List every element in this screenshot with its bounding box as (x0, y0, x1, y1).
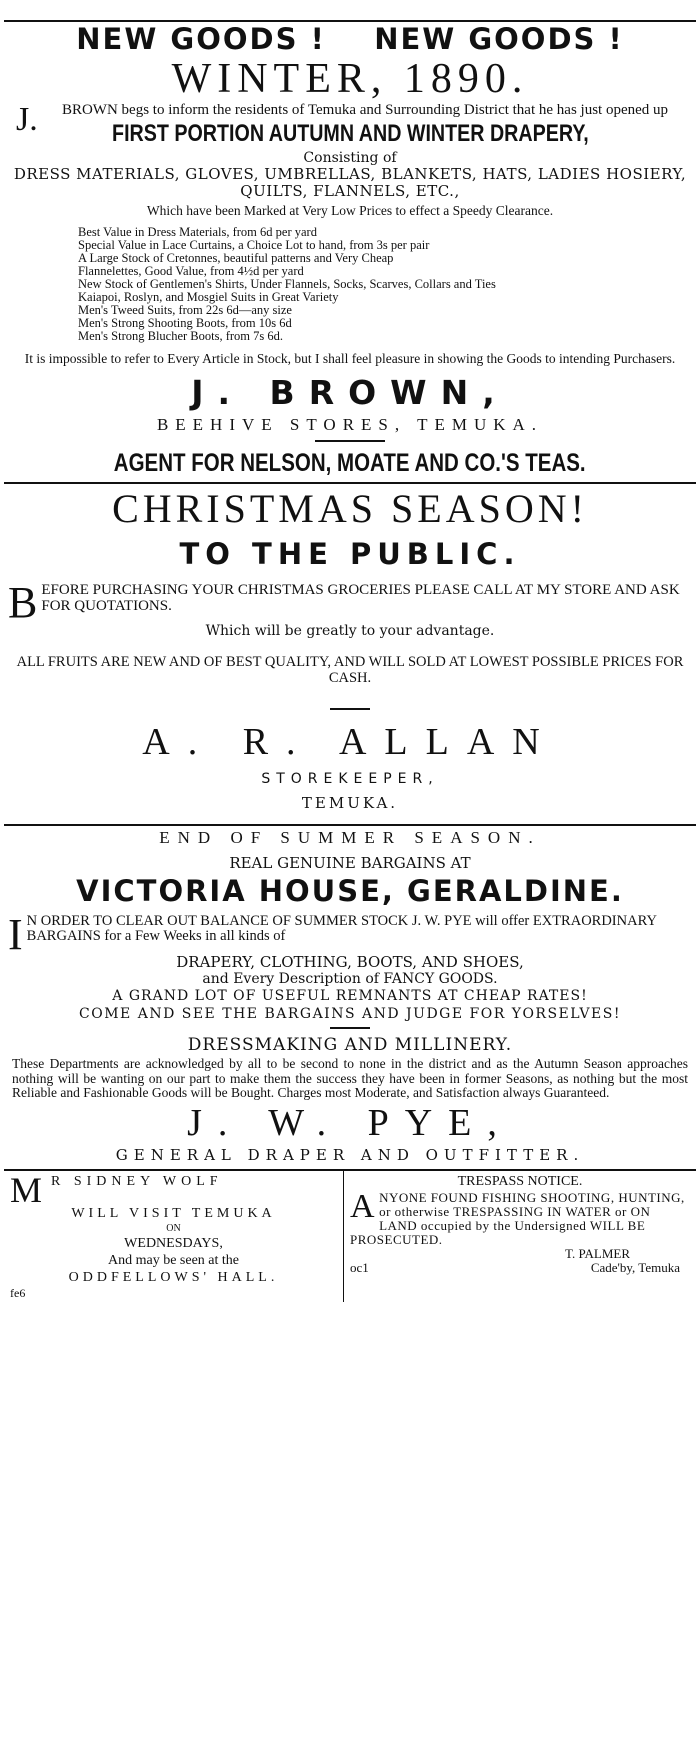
ad1-consisting: Consisting of (303, 150, 397, 166)
list-item: Men's Tweed Suits, from 22s 6d—any size (78, 303, 292, 317)
ad5-text: NYONE FOUND FISHING SHOOTING, HUNTING, or otherwise TRESPASSING IN WATER or ON LAND occupied by the Undersigned WILL BE PROSECUTED. (350, 1189, 685, 1247)
ad2-subhead: TO THE PUBLIC. (179, 537, 521, 571)
ad4-hall: ODDFELLOWS' HALL. (68, 1269, 279, 1285)
brown-advertisement (0, 22, 700, 480)
ad5-footer (350, 1261, 690, 1275)
ad1-materials: DRESS MATERIALS, GLOVES, UMBRELLAS, BLANKETS, HATS, LADIES HOSIERY, QUILTS, FLANNELS, ETC., (13, 165, 687, 200)
ad1-store: BEEHIVE STORES, TEMUKA. (156, 415, 544, 434)
ad3-body: These Departments are acknowledged by all to be second to none in the district and as the Autumn Season approaches nothing will be wanting on our part to make them the success they have been in former Seasons, as nothing but the most Reliable and Fashionable Goods will be Bought. Charges most Moderate, and Satisfaction always Guaranteed. (12, 1056, 688, 1100)
ad4-dropcap: M (10, 1169, 48, 1210)
ad3-name: J. W. PYE, (187, 1101, 513, 1144)
trespass-notice (344, 1171, 696, 1302)
ad2-town: TEMUKA. (301, 794, 399, 812)
list-item: Best Value in Dress Materials, from 6d per yard (78, 225, 317, 239)
ad5-name: T. PALMER (564, 1245, 630, 1261)
wolf-advertisement (4, 1171, 344, 1302)
list-item: New Stock of Gentlemen's Shirts, Under Flannels, Socks, Scarves, Collars and Ties (78, 277, 496, 291)
ad4-seen: And may be seen at the (107, 1252, 239, 1268)
ad2-name: A. R. ALLAN (142, 721, 558, 763)
ad3-real: REAL GENUINE BARGAINS AT (229, 854, 471, 872)
bottom-notices (4, 1169, 696, 1302)
list-item: A Large Stock of Cretonnes, beautiful patterns and Very Cheap (78, 251, 394, 265)
ad1-name: J. BROWN, (191, 373, 509, 412)
ad4-line2: WILL VISIT TEMUKA (71, 1205, 276, 1221)
ad3-title: GENERAL DRAPER AND OUTFITTER. (115, 1145, 585, 1164)
ad1-intro-text: BROWN begs to inform the residents of Temuka and Surrounding District that he has just opened up (61, 102, 669, 118)
ad1-item-list (78, 226, 692, 343)
ad2-intro: EFORE PURCHASING YOUR CHRISTMAS GROCERIES PLEASE CALL AT MY STORE AND ASK FOR QUOTATIONS. (41, 582, 680, 614)
ad5-place: Cade'by, Temuka (590, 1259, 680, 1275)
ad4-on: ON (166, 1222, 181, 1234)
ad3-intro-block (8, 910, 692, 959)
ad4-days: WEDNESDAYS, (124, 1235, 223, 1251)
allan-advertisement (0, 484, 700, 818)
ad2-dropcap: B (8, 578, 38, 627)
ad2-advantage: Which will be greatly to your advantage. (205, 623, 495, 639)
ad5-dropcap: A (350, 1187, 376, 1225)
ad1-intro-initial: J. (16, 101, 38, 138)
ad3-fancy: and Every Description of FANCY GOODS. (202, 971, 498, 987)
ad2-headline: CHRISTMAS SEASON! (112, 486, 588, 531)
list-item: Men's Strong Blucher Boots, from 7s 6d. (78, 329, 284, 343)
ad1-subhead: FIRST PORTION AUTUMN AND WINTER DRAPERY, (111, 120, 589, 147)
ad1-marked: Which have been Marked at Very Low Prices to effect a Speedy Clearance. (146, 203, 554, 218)
list-item: Kaiapoi, Roslyn, and Mosgiel Suits in Great Variety (78, 290, 339, 304)
ad5-text-block (350, 1187, 690, 1247)
ad3-remnants: A GRAND LOT OF USEFUL REMNANTS AT CHEAP RATES! (112, 988, 588, 1004)
ad1-closing: It is impossible to refer to Every Article in Stock, but I shall feel pleasure in showing the Goods to intending Purchasers. (24, 351, 676, 366)
ad1-agent: AGENT FOR NELSON, MOATE AND CO.'S TEAS. (114, 449, 586, 477)
list-item: Special Value in Lace Curtains, a Choice Lot to hand, from 3s per pair (78, 238, 430, 252)
ad3-come: COME AND SEE THE BARGAINS AND JUDGE FOR YORSELVES! (79, 1006, 621, 1022)
ad2-title: STOREKEEPER, (261, 771, 439, 787)
list-item: Men's Strong Shooting Boots, from 10s 6d (78, 316, 292, 330)
ad3-headline: END OF SUMMER SEASON. (159, 828, 541, 847)
ad1-season: WINTER, 1890. (171, 56, 529, 102)
ad2-fruits: ALL FRUITS ARE NEW AND OF BEST QUALITY, AND WILL SOLD AT LOWEST POSSIBLE PRICES FOR CASH. (16, 654, 684, 686)
divider (315, 440, 385, 442)
ad4-line1: R SIDNEY WOLF (51, 1173, 223, 1189)
ad3-house: VICTORIA HOUSE, GERALDINE. (76, 874, 624, 908)
ad1-headline: NEW GOODS ! NEW GOODS ! (76, 22, 624, 56)
pye-advertisement (0, 826, 700, 1165)
divider (330, 1027, 370, 1029)
ad2-intro-block (8, 578, 692, 627)
ad3-kinds: DRAPERY, CLOTHING, BOOTS, AND SHOES, (176, 953, 524, 971)
ad3-dress: DRESSMAKING AND MILLINERY. (187, 1035, 513, 1055)
ad4-line1-block (10, 1169, 337, 1210)
ad3-dropcap: I (8, 910, 23, 959)
list-item: Flannelettes, Good Value, from 4½d per yard (78, 264, 304, 278)
ad3-intro: N ORDER TO CLEAR OUT BALANCE OF SUMMER STOCK J. W. PYE will offer EXTRAORDINARY BARGAINS for a Few Weeks in all kinds of (26, 913, 657, 944)
ad4-code: fe6 (10, 1285, 26, 1300)
ad5-code: oc1 (350, 1259, 369, 1275)
ad5-headline: TRESPASS NOTICE. (457, 1173, 583, 1189)
divider (330, 708, 370, 710)
